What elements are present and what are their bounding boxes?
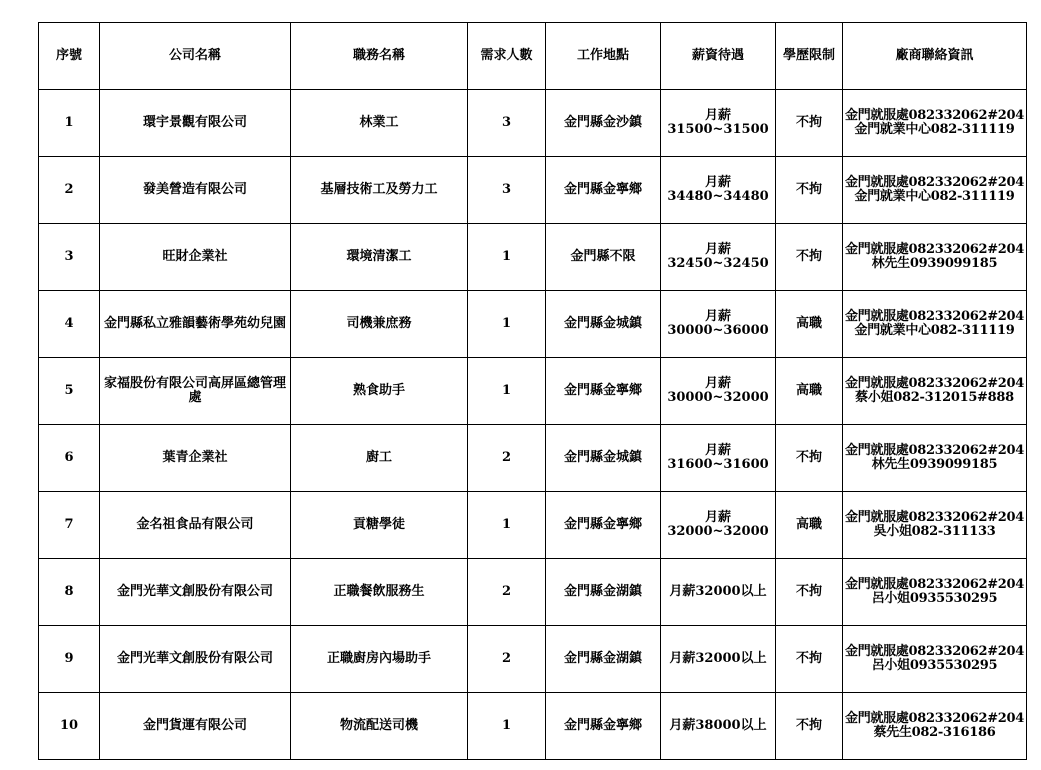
education-requirement: 不拘: [776, 90, 843, 157]
work-location: 金門縣金湖鎮: [546, 559, 661, 626]
table-row: [39, 693, 1027, 760]
job-title: 林業工: [291, 90, 468, 157]
header-education: 學歷限制: [776, 23, 843, 90]
contact-info: [843, 559, 1027, 626]
job-title: 正職餐飲服務生: [291, 559, 468, 626]
work-location: 金門縣金城鎮: [546, 425, 661, 492]
header-row: [39, 23, 1027, 90]
table-row: [39, 559, 1027, 626]
table-row: [39, 425, 1027, 492]
headcount: 1: [468, 224, 546, 291]
row-number: 7: [39, 492, 100, 559]
salary: 月薪30000~32000: [661, 358, 776, 425]
contact-person: 林先生0939099185: [871, 457, 998, 472]
job-title: 正職廚房內場助手: [291, 626, 468, 693]
row-number: 6: [39, 425, 100, 492]
table-row: [39, 358, 1027, 425]
job-title: 熟食助手: [291, 358, 468, 425]
contact-info: [843, 693, 1027, 760]
contact-person: 林先生0939099185: [871, 256, 998, 271]
headcount: 2: [468, 425, 546, 492]
contact-info: [843, 291, 1027, 358]
header-location: 工作地點: [546, 23, 661, 90]
contact-office: 金門就服處082332062#204: [845, 510, 1025, 525]
salary: 月薪32450~32450: [661, 224, 776, 291]
contact-info: [843, 157, 1027, 224]
contact-office: 金門就服處082332062#204: [845, 175, 1025, 190]
contact-person: 金門就業中心082-311119: [854, 323, 1015, 338]
headcount: 2: [468, 626, 546, 693]
work-location: 金門縣不限: [546, 224, 661, 291]
salary: 月薪31500~31500: [661, 90, 776, 157]
company-name: 旺財企業社: [100, 224, 291, 291]
education-requirement: 不拘: [776, 157, 843, 224]
table-row: [39, 224, 1027, 291]
headcount: 1: [468, 492, 546, 559]
education-requirement: 高職: [776, 291, 843, 358]
contact-person: 金門就業中心082-311119: [854, 189, 1015, 204]
contact-person: 蔡先生082-316186: [873, 725, 996, 740]
education-requirement: 不拘: [776, 559, 843, 626]
education-requirement: 不拘: [776, 693, 843, 760]
contact-info: [843, 358, 1027, 425]
salary: 月薪34480~34480: [661, 157, 776, 224]
row-number: 8: [39, 559, 100, 626]
headcount: 3: [468, 157, 546, 224]
education-requirement: 不拘: [776, 626, 843, 693]
headcount: 2: [468, 559, 546, 626]
job-title: 物流配送司機: [291, 693, 468, 760]
row-number: 5: [39, 358, 100, 425]
contact-person: 呂小姐0935530295: [871, 591, 998, 606]
table-row: [39, 90, 1027, 157]
salary: 月薪30000~36000: [661, 291, 776, 358]
contact-info: [843, 492, 1027, 559]
table-row: [39, 157, 1027, 224]
salary: 月薪31600~31600: [661, 425, 776, 492]
company-name: 金門光華文創股份有限公司: [100, 559, 291, 626]
contact-info: [843, 90, 1027, 157]
education-requirement: 高職: [776, 492, 843, 559]
row-number: 4: [39, 291, 100, 358]
header-contact: 廠商聯絡資訊: [843, 23, 1027, 90]
salary: 月薪38000以上: [661, 693, 776, 760]
contact-info: [843, 425, 1027, 492]
work-location: 金門縣金寧鄉: [546, 157, 661, 224]
headcount: 1: [468, 693, 546, 760]
job-title: 廚工: [291, 425, 468, 492]
row-number: 10: [39, 693, 100, 760]
contact-office: 金門就服處082332062#204: [845, 376, 1025, 391]
company-name: 金門貨運有限公司: [100, 693, 291, 760]
education-requirement: 不拘: [776, 224, 843, 291]
company-name: 發美營造有限公司: [100, 157, 291, 224]
work-location: 金門縣金沙鎮: [546, 90, 661, 157]
header-count: 需求人數: [468, 23, 546, 90]
row-number: 9: [39, 626, 100, 693]
contact-office: 金門就服處082332062#204: [845, 108, 1025, 123]
work-location: 金門縣金湖鎮: [546, 626, 661, 693]
contact-office: 金門就服處082332062#204: [845, 644, 1025, 659]
salary: 月薪32000以上: [661, 559, 776, 626]
headcount: 1: [468, 291, 546, 358]
headcount: 3: [468, 90, 546, 157]
job-listing-table: [38, 22, 1027, 760]
job-title: 基層技術工及勞力工: [291, 157, 468, 224]
job-title: 環境清潔工: [291, 224, 468, 291]
company-name: 金門光華文創股份有限公司: [100, 626, 291, 693]
contact-office: 金門就服處082332062#204: [845, 242, 1025, 257]
table-row: [39, 626, 1027, 693]
education-requirement: 高職: [776, 358, 843, 425]
row-number: 3: [39, 224, 100, 291]
row-number: 1: [39, 90, 100, 157]
table-row: [39, 291, 1027, 358]
header-company: 公司名稱: [100, 23, 291, 90]
company-name: 金名祖食品有限公司: [100, 492, 291, 559]
table-row: [39, 492, 1027, 559]
contact-person: 金門就業中心082-311119: [854, 122, 1015, 137]
contact-person: 蔡小姐082-312015#888: [855, 390, 1014, 405]
salary: 月薪32000以上: [661, 626, 776, 693]
header-no: 序號: [39, 23, 100, 90]
work-location: 金門縣金寧鄉: [546, 492, 661, 559]
job-title: 司機兼庶務: [291, 291, 468, 358]
salary: 月薪32000~32000: [661, 492, 776, 559]
contact-info: [843, 626, 1027, 693]
contact-office: 金門就服處082332062#204: [845, 443, 1025, 458]
work-location: 金門縣金城鎮: [546, 291, 661, 358]
contact-office: 金門就服處082332062#204: [845, 577, 1025, 592]
contact-info: [843, 224, 1027, 291]
row-number: 2: [39, 157, 100, 224]
work-location: 金門縣金寧鄉: [546, 358, 661, 425]
contact-office: 金門就服處082332062#204: [845, 309, 1025, 324]
job-title: 貢糖學徒: [291, 492, 468, 559]
company-name: 葉青企業社: [100, 425, 291, 492]
contact-office: 金門就服處082332062#204: [845, 711, 1025, 726]
company-name: 環宇景觀有限公司: [100, 90, 291, 157]
header-salary: 薪資待遇: [661, 23, 776, 90]
company-name: 金門縣私立雅韻藝術學苑幼兒園: [100, 291, 291, 358]
contact-person: 呂小姐0935530295: [871, 658, 998, 673]
company-name: 家福股份有限公司高屏區總管理處: [100, 358, 291, 425]
contact-person: 吳小姐082-311133: [873, 524, 996, 539]
work-location: 金門縣金寧鄉: [546, 693, 661, 760]
headcount: 1: [468, 358, 546, 425]
header-job: 職務名稱: [291, 23, 468, 90]
education-requirement: 不拘: [776, 425, 843, 492]
